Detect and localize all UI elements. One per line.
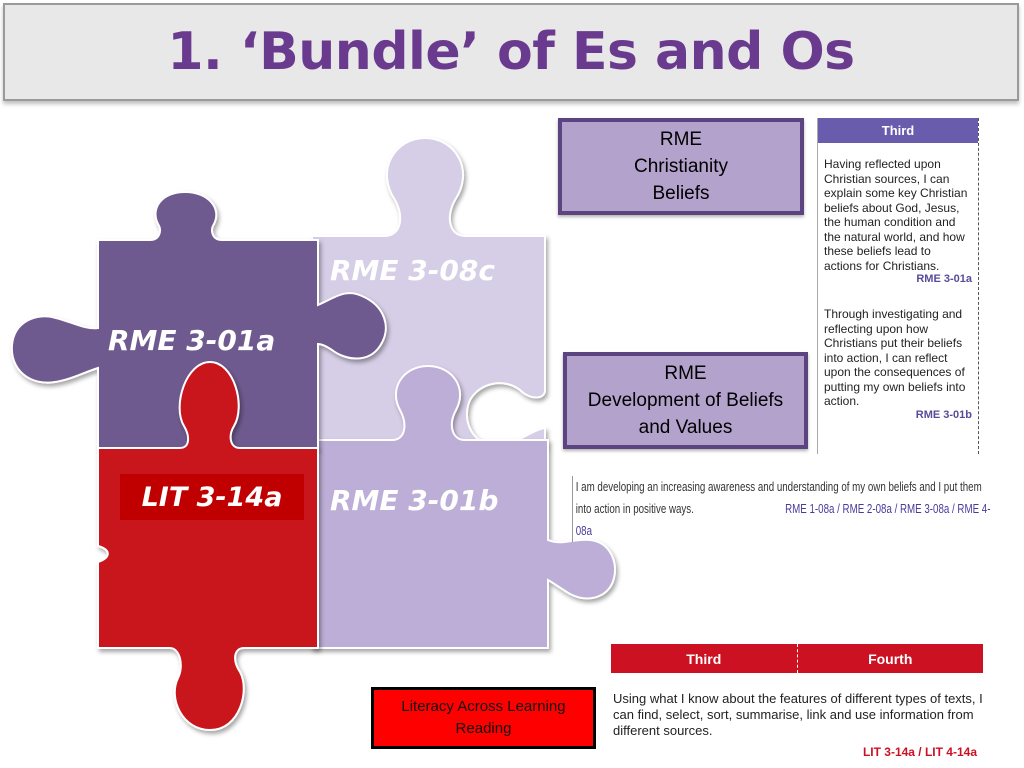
third-level-panel <box>817 118 979 454</box>
puzzle-label-top-left: RME 3-01a <box>108 324 276 357</box>
title-bar <box>3 3 1019 101</box>
literacy-col-third: Third <box>611 644 798 673</box>
puzzle-label-bottom-right: RME 3-01b <box>330 484 499 517</box>
rme-christianity-beliefs-box <box>558 118 804 215</box>
puzzle-label-bottom-left: LIT 3-14a <box>120 474 304 520</box>
third-panel-code-1: RME 3-01a <box>916 273 972 285</box>
rme-development-beliefs-box <box>563 352 808 449</box>
third-panel-text-1: Having reflected upon Christian sources, I can explain some key Christian beliefs about God, Jesus, the human condition and the natural world, and how these beliefs lead to actions for Christians. <box>824 157 968 273</box>
third-panel-header: Third <box>818 118 978 143</box>
literacy-outcome-table <box>611 644 983 759</box>
literacy-box-line2: Reading <box>455 720 512 737</box>
third-panel-text-2: Through investigating and reflecting upon how Christians put their beliefs into action, I can reflect upon the consequences of putting my own beliefs into action. <box>824 307 966 408</box>
literacy-outcome-code: LIT 3-14a / LIT 4-14a <box>862 745 977 759</box>
puzzle-graphic <box>0 100 640 740</box>
literacy-table-header <box>611 644 983 673</box>
literacy-box-line1: Literacy Across Learning <box>401 698 566 715</box>
rme-box-2-line3: and Values <box>638 417 733 438</box>
rme-box-1-line1: RME <box>659 129 703 150</box>
rme-box-2-line1: RME <box>664 363 707 384</box>
rme-box-1-line2: Christianity <box>634 156 728 177</box>
puzzle-label-top-right: RME 3-08c <box>330 254 495 287</box>
third-panel-code-2: RME 3-01b <box>915 408 972 421</box>
rme-box-2-line2: Development of Beliefs <box>587 390 784 411</box>
literacy-across-learning-box <box>371 687 596 749</box>
literacy-outcome-text: Using what I know about the features of different types of texts, I can find, select, sort, summarise, link and use information from different sources. <box>613 691 983 738</box>
rme-08a-codes: RME 1-08a / RME 2-08a / RME 3-08a / RME 4-08a <box>575 501 991 538</box>
page-title: 1. ‘Bundle’ of Es and Os <box>167 22 855 82</box>
rme-08a-statement <box>572 476 996 542</box>
rme-08a-text: I am developing an increasing awareness and understanding of my own beliefs and I put them into action in positive ways. <box>575 479 982 516</box>
literacy-col-fourth: Fourth <box>868 650 913 667</box>
rme-box-1-line3: Beliefs <box>652 183 710 204</box>
